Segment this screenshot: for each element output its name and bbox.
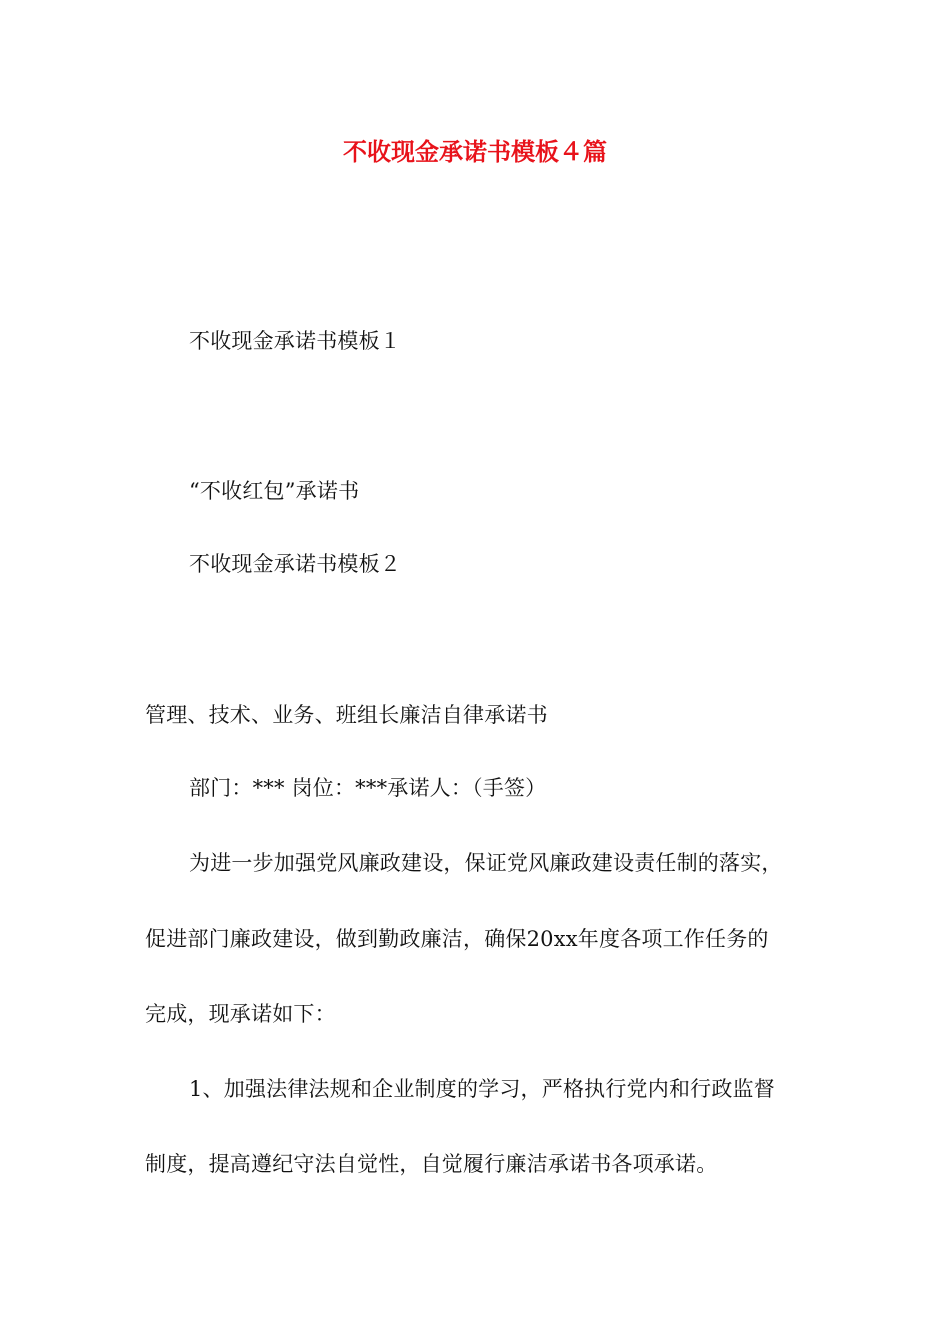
- body-paragraph-line: 1、加强法律法规和企业制度的学习，严格执行党内和行政监督: [189, 1077, 775, 1101]
- body-paragraph-line: 为进一步加强党风廉政建设，保证党风廉政建设责任制的落实，: [189, 851, 783, 875]
- body-paragraph-line: 制度，提高遵纪守法自觉性，自觉履行廉洁承诺书各项承诺。: [145, 1152, 718, 1176]
- signature-fields: 部门：*** 岗位：***承诺人：（手签）: [189, 776, 547, 800]
- body-paragraph-line: 完成，现承诺如下：: [145, 1002, 336, 1026]
- section-heading-2: 不收现金承诺书模板２: [189, 552, 401, 576]
- document-title: 不收现金承诺书模板４篇: [343, 137, 607, 166]
- pledge-title: 管理、技术、业务、班组长廉洁自律承诺书: [145, 703, 548, 727]
- subheading-no-red-envelope: “不收红包”承诺书: [189, 479, 360, 503]
- body-paragraph-line: 促进部门廉政建设，做到勤政廉洁，确保20xx年度各项工作任务的: [145, 927, 769, 951]
- section-heading-1: 不收现金承诺书模板１: [189, 329, 401, 353]
